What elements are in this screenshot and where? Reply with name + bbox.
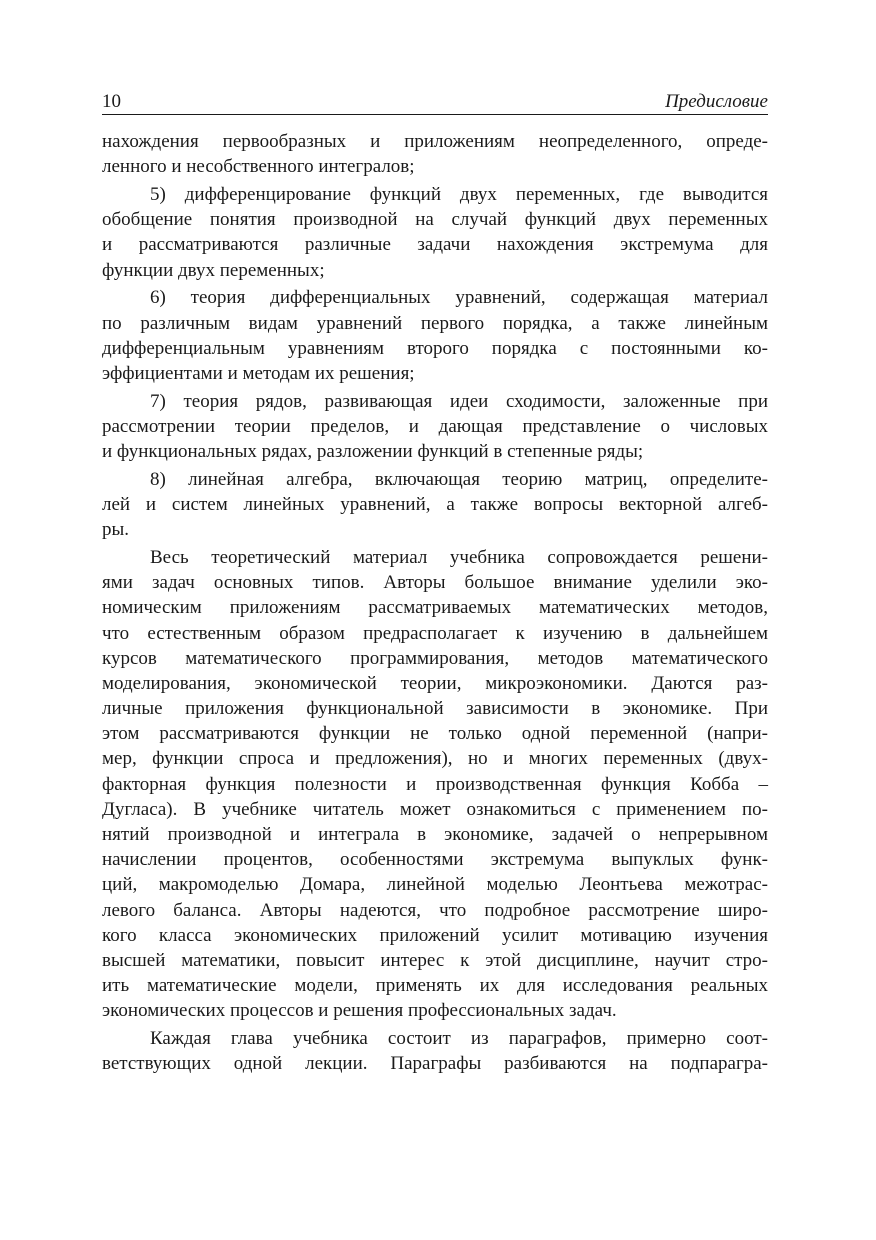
text-line: Дугласа). В учебнике читатель может ознакомиться с применением по- <box>102 798 768 820</box>
text-line: ленного и несобственного интегралов; <box>102 156 415 178</box>
text-line: ить математические модели, применять их для исследования реальных <box>102 975 768 997</box>
text-line: лей и систем линейных уравнений, а также вопросы векторной алгеб- <box>102 494 768 515</box>
text-line: моделирования, экономической теории, микроэкономики. Даются раз- <box>102 672 768 694</box>
text-line: мер, функции спроса и предложения), но и многих переменных (двух- <box>102 748 768 770</box>
text-line: личные приложения функциональной зависимости в экономике. При <box>102 698 768 720</box>
text-line: курсов математического программирования, методов математического <box>102 647 768 669</box>
text-line: нахождения первообразных и приложениям неопределенного, опреде- <box>102 131 768 152</box>
text-line: Весь теоретический материал учебника сопровождается решени- <box>150 546 768 568</box>
text-line: кого класса экономических приложений усилит мотивацию изучения <box>102 924 768 946</box>
list-item-6 <box>102 285 768 386</box>
list-item-7 <box>102 389 768 465</box>
text-line: начислении процентов, особенностями экстремума выпуклых функ- <box>102 849 768 871</box>
text-line: ций, макромоделью Домара, линейной моделью Леонтьева межотрас- <box>102 874 768 896</box>
paragraph-chapter-structure <box>102 1026 768 1076</box>
text-line: эффициентами и методам их решения; <box>102 362 415 384</box>
text-line: рассмотрении теории пределов, и дающая представление о числовых <box>102 415 768 437</box>
text-line: левого баланса. Авторы надеются, что подробное рассмотрение широ- <box>102 899 768 921</box>
paragraph-continuation <box>102 129 768 179</box>
text-line: ры. <box>102 519 130 541</box>
text-line: номическим приложениям рассматриваемых математических методов, <box>102 597 768 619</box>
text-line: 7) теория рядов, развивающая идеи сходимости, заложенные при <box>150 390 768 412</box>
text-line: факторная функция полезности и производственная функция Кобба – <box>102 773 768 795</box>
text-line: и функциональных рядах, разложении функций в степенные ряды; <box>102 441 644 463</box>
list-item-5 <box>102 182 768 283</box>
text-line: 8) линейная алгебра, включающая теорию матриц, определите- <box>150 468 768 490</box>
text-line: функции двух переменных; <box>102 259 325 281</box>
text-line: Каждая глава учебника состоит из параграфов, примерно соот- <box>150 1028 768 1050</box>
text-line: и рассматриваются различные задачи нахождения экстремума для <box>102 234 768 256</box>
text-line: что естественным образом предрасполагает к изучению в дальнейшем <box>102 622 768 644</box>
text-line: обобщение понятия производной на случай функций двух переменных <box>102 209 768 231</box>
text-line: по различным видам уравнений первого порядка, а также линейным <box>102 312 768 334</box>
running-head <box>102 88 768 115</box>
section-title: Предисловие <box>665 91 768 112</box>
book-page <box>102 88 768 1079</box>
text-line: ями задач основных типов. Авторы большое внимание уделили эко- <box>102 572 768 594</box>
text-line: 5) дифференцирование функций двух переменных, где выводится <box>150 183 768 205</box>
text-line: дифференциальным уравнениям второго порядка с постоянными ко- <box>102 337 768 359</box>
page-number: 10 <box>102 91 121 112</box>
text-line: высшей математики, повысит интерес к этой дисциплине, научит стро- <box>102 949 768 971</box>
text-line: ветствующих одной лекции. Параграфы разбиваются на подпарагра- <box>102 1053 768 1075</box>
list-item-8 <box>102 467 768 543</box>
paragraph-theory-material <box>102 545 768 1024</box>
text-line: этом рассматриваются функции не только одной переменной (напри- <box>102 723 768 745</box>
text-line: нятий производной и интеграла в экономике, задачей о непрерывном <box>102 824 768 846</box>
text-line: 6) теория дифференциальных уравнений, содержащая материал <box>150 287 768 309</box>
text-line: экономических процессов и решения профессиональных задач. <box>102 1000 617 1022</box>
body-text <box>102 129 768 1077</box>
